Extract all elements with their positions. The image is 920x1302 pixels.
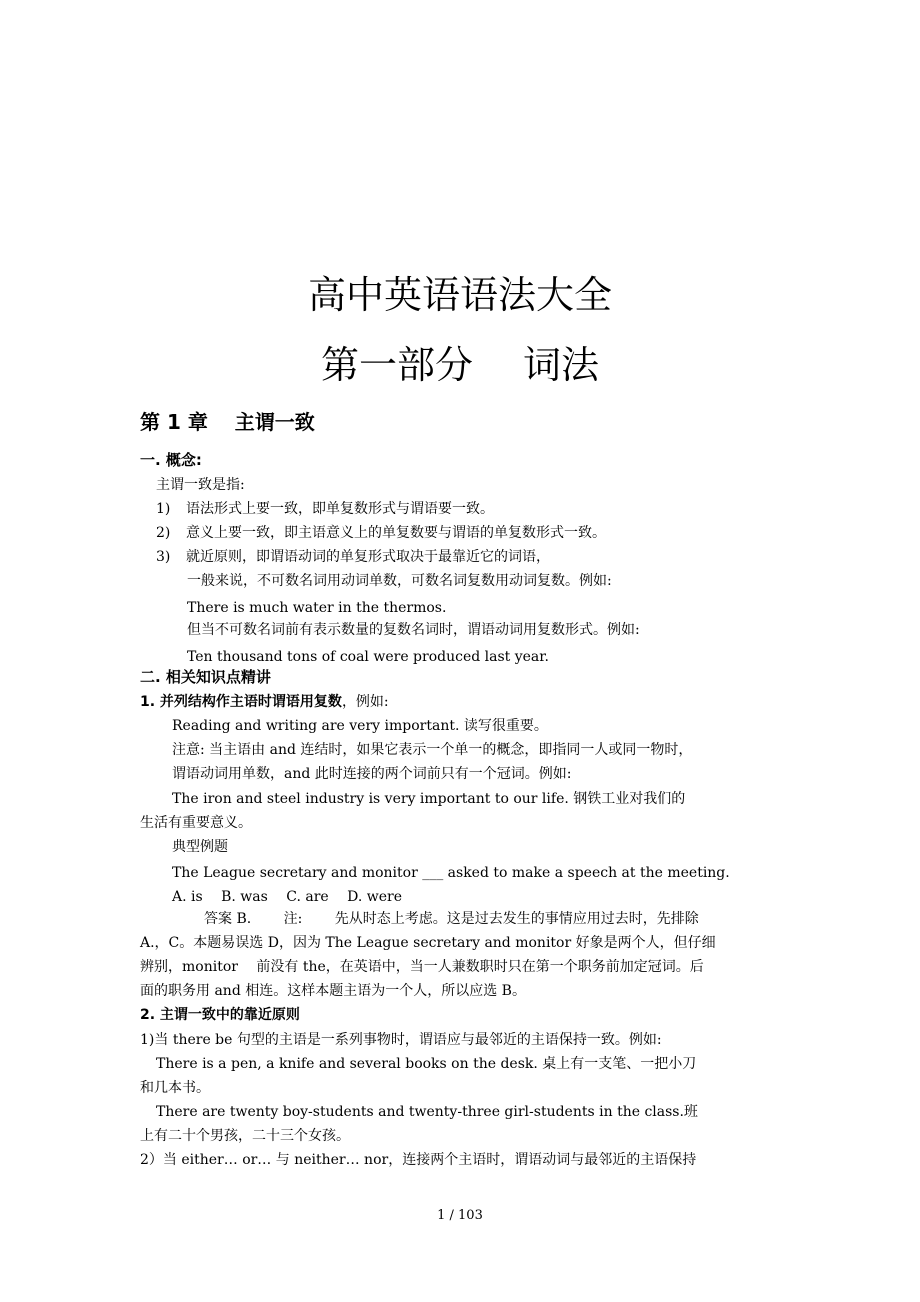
example-sentence: Ten thousand tons of coal were produced last year. <box>187 649 549 665</box>
answer-text: 答案 B. 注: 先从时态上考虑。这是过去发生的事情应用过去时，先排除 <box>204 911 699 927</box>
example-sentence: The iron and steel industry is very important to our life. 钢铁工业对我们的 <box>172 791 686 807</box>
page-number: 1 / 103 <box>437 1208 483 1223</box>
concept-item <box>156 502 494 516</box>
concept-item <box>156 526 606 540</box>
item-text: 就近原则，即谓语动词的单复形式取决于最靠近它的词语， <box>186 549 550 565</box>
item-number: 3) <box>156 549 171 565</box>
example-sentence-cont: 和几本书。 <box>140 1080 210 1096</box>
question-text: The League secretary and monitor ___ asked to make a speech at the meeting. <box>172 865 730 881</box>
example-sentence-cont: 生活有重要意义。 <box>140 815 252 831</box>
rule-text: 2）当 either… or… 与 neither… nor，连接两个主语时，谓语动词与最邻近的主语保持 <box>140 1152 697 1168</box>
chapter-heading: 第 1 章 主谓一致 <box>140 410 315 434</box>
answer-text: 辨别，monitor 前没有 the，在英语中，当一人兼数职时只在第一个职务前加定冠词。后 <box>140 959 704 975</box>
note-text: 谓语动词用单数，and 此时连接的两个词前只有一个冠词。例如: <box>172 766 572 782</box>
example-sentence-cont: 上有二十个男孩，二十三个女孩。 <box>140 1128 350 1144</box>
typical-example-label: 典型例题 <box>172 839 228 855</box>
point-2-heading: 2. 主谓一致中的靠近原则 <box>140 1007 300 1023</box>
example-sentence: There are twenty boy-students and twenty-three girl-students in the class.班 <box>156 1104 698 1120</box>
section-heading-knowledge: 二. 相关知识点精讲 <box>140 668 271 686</box>
rule-text: 1)当 there be 句型的主语是一系列事物时，谓语应与最邻近的主语保持一致。例如: <box>140 1032 662 1048</box>
example-sentence: There is much water in the thermos. <box>187 600 447 616</box>
item-number: 1) <box>156 501 171 517</box>
section-heading-concept: 一. 概念: <box>140 451 202 469</box>
answer-text: A.，C。本题易误选 D，因为 The League secretary and monitor 好象是两个人，但仔细 <box>140 935 716 951</box>
example-sentence: There is a pen, a knife and several books on the desk. 桌上有一支笔、一把小刀 <box>156 1056 697 1072</box>
exception-rule-text: 但当不可数名词前有表示数量的复数名词时，谓语动词用复数形式。例如: <box>187 622 640 638</box>
general-rule-text: 一般来说，不可数名词用动词单数，可数名词复数用动词复数。例如: <box>187 573 612 589</box>
item-number: 2) <box>156 525 171 541</box>
concept-intro: 主谓一致是指: <box>156 477 245 493</box>
question-options: A. is B. was C. are D. were <box>172 889 403 905</box>
point-1-suffix: ，例如: <box>341 694 389 710</box>
part-title: 第一部分 词法 <box>320 343 600 387</box>
point-1-heading <box>140 695 389 709</box>
note-text: 注意: 当主语由 and 连结时，如果它表示一个单一的概念，即指同一人或同一物时， <box>172 742 693 758</box>
document-title: 高中英语语法大全 <box>307 273 612 317</box>
answer-text: 面的职务用 and 相连。这样本题主语为一个人，所以应选 B。 <box>140 983 526 999</box>
point-1-title: 1. 并列结构作主语时谓语用复数 <box>140 694 342 710</box>
item-text: 意义上要一致，即主语意义上的单复数要与谓语的单复数形式一致。 <box>186 525 606 541</box>
item-text: 语法形式上要一致，即单复数形式与谓语要一致。 <box>186 501 494 517</box>
concept-item <box>156 550 550 564</box>
example-sentence: Reading and writing are very important. 读写很重要。 <box>172 718 548 734</box>
